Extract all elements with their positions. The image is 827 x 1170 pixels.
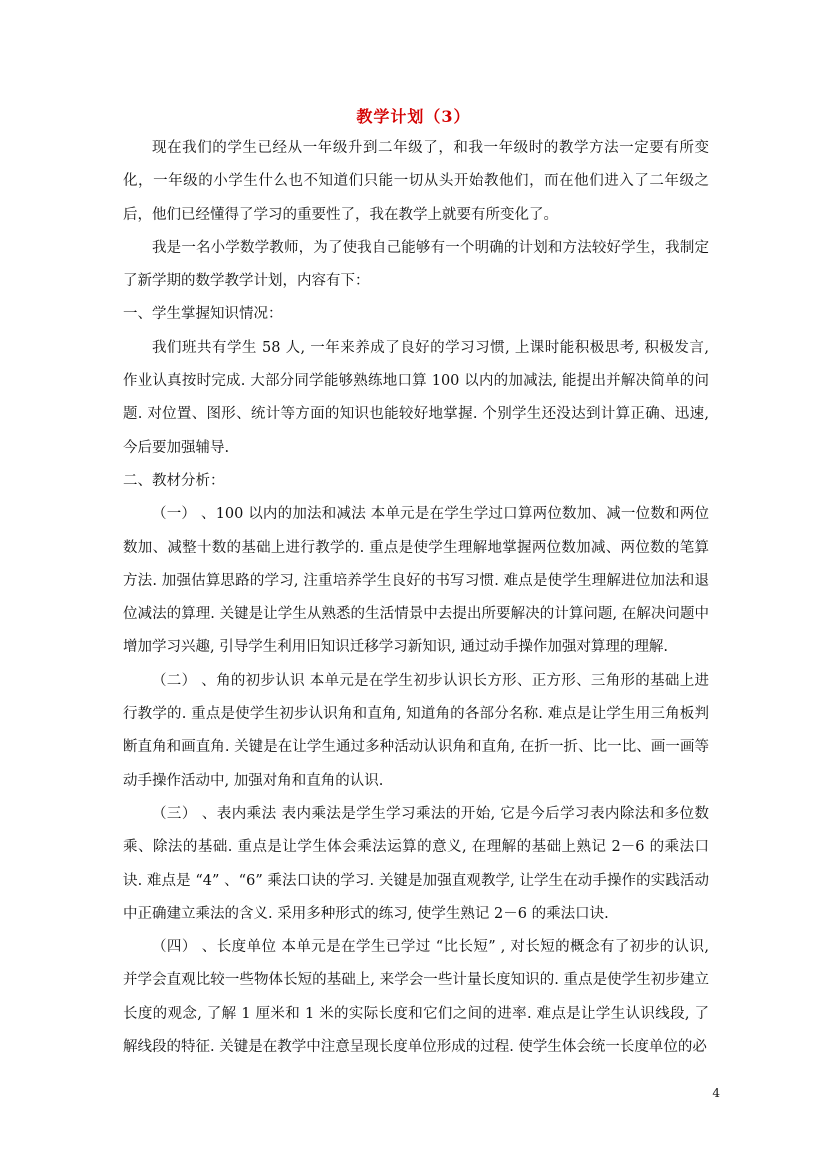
document-body (123, 132, 709, 1064)
paragraph-intro-2: 我是一名小学数学教师，为了使我自己能够有一个明确的计划和方法较好学生，我制定了新学期的数学教学计划，内容有下： (123, 239, 709, 290)
page-title: 教学计划（3） (356, 107, 471, 126)
paragraph-unit-1: （一） 、100 以内的加法和减法 本单元是在学生学过口算两位数加、减一位数和两位数加、减整十数的基础上进行教学的. 重点是使学生理解地掌握两位数加减、两位数的笔算方法. 加强估算思路的学习, 注重培养学生良好的书写习惯. 难点是使学生理解进位加法和退位减法的算理. 关键是让学生从熟悉的生活情景中去提出所要解决的计算问题, 在解决问题中增加学习兴趣, 引导学生利用旧知识迁移学习新知识, 通过动手操作加强对算理的理解. (123, 506, 709, 656)
section-heading-1: 一、学生掌握知识情况： (123, 306, 283, 323)
paragraph-unit-4: （四） 、长度单位 本单元是在学生已学过 “比长短” , 对长短的概念有了初步的认识, 并学会直观比较一些物体长短的基础上, 来学会一些计量长度知识的. 重点是使学生初步建立长度的观念, 了解 1 厘米和 1 米的实际长度和它们之间的进率. 难点是让学生认识线段, 了解线段的特征. 关键是在教学中注意呈现长度单位形成的过程. 使学生体会统一长度单位的必 (123, 939, 709, 1056)
page-number: 4 (712, 1086, 720, 1100)
section-heading-2: 二、教材分析： (123, 472, 225, 489)
paragraph-unit-3: （三） 、表内乘法 表内乘法是学生学习乘法的开始, 它是今后学习表内除法和多位数乘、除法的基础. 重点是让学生体会乘法运算的意义, 在理解的基础上熟记 2－6 的乘法口诀. 难点是 “4” 、“6” 乘法口诀的学习. 关键是加强直观教学, 让学生在动手操作的实践活动中正确建立乘法的含义. 采用多种形式的练习, 使学生熟记 2－6 的乘法口诀. (123, 805, 709, 922)
paragraph-intro-1: 现在我们的学生已经从一年级升到二年级了，和我一年级时的教学方法一定要有所变化，一年级的小学生什么也不知道们只能一切从头开始教他们，而在他们进入了二年级之后，他们已经懂得了学习的重要性了，我在教学上就要有所变化了。 (123, 140, 709, 223)
paragraph-unit-2: （二） 、角的初步认识 本单元是在学生初步认识长方形、正方形、三角形的基础上进行教学的. 重点是使学生初步认识角和直角, 知道角的各部分名称. 难点是让学生用三角板判断直角和画直角. 关键是在让学生通过多种活动认识角和直角, 在折一折、比一比、画一画等动手操作活动中, 加强对角和直角的认识. (123, 672, 709, 789)
paragraph-student-situation: 我们班共有学生 58 人, 一年来养成了良好的学习习惯, 上课时能积极思考, 积极发言, 作业认真按时完成. 大部分同学能够熟练地口算 100 以内的加减法, 能提出并解决简单的问题. 对位置、图形、统计等方面的知识也能较好地掌握. 个别学生还没达到计算正确、迅速, 今后要加强辅导. (123, 339, 709, 456)
